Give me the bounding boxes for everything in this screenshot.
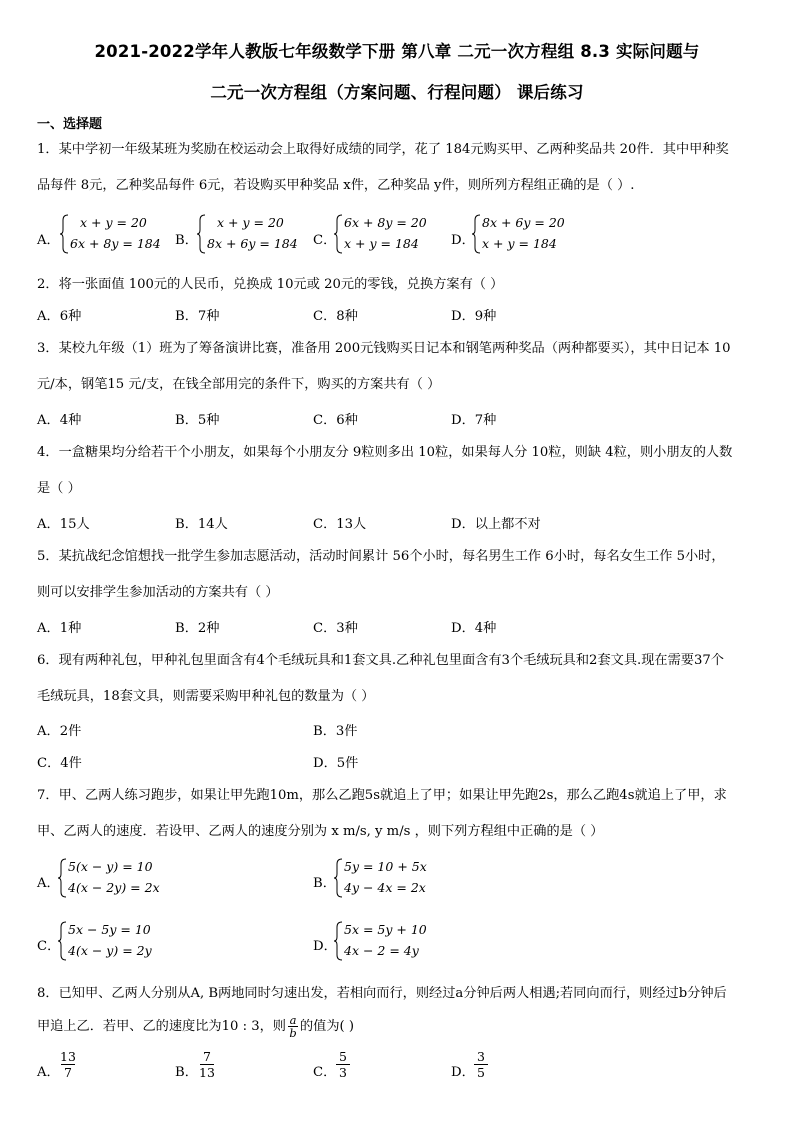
q5-text-line2: 则可以安排学生参加活动的方案共有（ ） — [37, 585, 279, 600]
q4-option-c[interactable]: C．13人 — [313, 517, 367, 532]
equation: x + y = 20 — [80, 215, 147, 230]
fraction-denominator: b — [289, 1026, 297, 1040]
option-label: B． — [175, 233, 198, 248]
brace-icon — [472, 214, 482, 254]
q7-d-system — [344, 919, 427, 961]
option-label: C． — [313, 1065, 337, 1080]
q3-option-c[interactable]: C．6种 — [313, 413, 358, 428]
fraction-denominator: 7 — [63, 1065, 72, 1080]
equation: 5y = 10 + 5x — [344, 859, 427, 874]
option-label: A． — [37, 233, 60, 248]
q8-text-line2 — [37, 1014, 354, 1039]
brace-icon — [58, 921, 68, 961]
q6-text-line1: 6．现有两种礼包，甲种礼包里面含有4个毛绒玩具和1套文具.乙种礼包里面含有3个毛绒玩具和2套文具.现在需要37个 — [37, 653, 724, 668]
equation: 6x + 8y = 20 — [344, 215, 427, 230]
q7-text-line2: 甲、乙两人的速度．若设甲、乙两人的速度分别为 x m/s, y m/s ，则下列方程组中正确的是（ ） — [37, 824, 604, 839]
page-title-line1: 2021-2022学年人教版七年级数学下册 第八章 二元一次方程组 8.3 实际问题与 — [94, 42, 700, 61]
q6-option-c[interactable]: C．4件 — [37, 756, 82, 771]
q4-text-line2: 是（ ） — [37, 481, 81, 496]
q5-text-line1: 5．某抗战纪念馆想找一批学生参加志愿活动，活动时间累计 56个小时，每名男生工作 6小时，每名女生工作 5小时， — [37, 549, 725, 564]
brace-icon — [197, 214, 207, 254]
fraction — [60, 1049, 76, 1080]
equation: 5x − 5y = 10 — [68, 922, 151, 937]
q6-text-line2: 毛绒玩具，18套文具，则需要采购甲种礼包的数量为（ ） — [37, 689, 375, 704]
q3-option-b[interactable]: B．5种 — [175, 413, 220, 428]
option-label: D． — [451, 233, 475, 248]
q7-text-line1: 7．甲、乙两人练习跑步，如果让甲先跑10m，那么乙跑5s就追上了甲；如果让甲先跑2s，那么乙跑4s就追上了甲，求 — [37, 788, 727, 803]
equation: 5x = 5y + 10 — [344, 922, 427, 937]
q1-d-system — [482, 212, 565, 254]
q7-c-system — [68, 919, 152, 961]
equation: 4(x − 2y) = 2x — [68, 880, 160, 895]
equation: x + y = 184 — [344, 236, 419, 251]
fraction-numerator: 13 — [60, 1049, 76, 1064]
brace-icon — [60, 214, 70, 254]
fraction-numerator: 7 — [202, 1049, 211, 1064]
fraction-denominator: 13 — [199, 1065, 215, 1080]
q2-option-c[interactable]: C．8种 — [313, 309, 358, 324]
q3-text-line2: 元/本，钢笔15 元/支，在钱全部用完的条件下，购买的方案共有（ ） — [37, 377, 441, 392]
q8-line2-post: 的值为( ) — [300, 1019, 355, 1034]
q2-option-d[interactable]: D．9种 — [451, 309, 497, 324]
q2-option-a[interactable]: A．6种 — [37, 309, 82, 324]
q4-option-b[interactable]: B．14人 — [175, 517, 228, 532]
option-label: C． — [313, 233, 337, 248]
q1-text-line2: 品每件 8元，乙种奖品每件 6元，若设购买甲种奖品 x件，乙种奖品 y件，则所列方程组正确的是（ ）. — [37, 178, 635, 193]
q6-option-d[interactable]: D．5件 — [313, 756, 359, 771]
q3-option-d[interactable]: D．7种 — [451, 413, 497, 428]
q8-line2-pre: 甲追上乙．若甲、乙的速度比为10 : 3，则 — [37, 1019, 286, 1034]
q6-option-a[interactable]: A．2件 — [37, 724, 82, 739]
equation: 8x + 6y = 184 — [207, 236, 298, 251]
equation: x + y = 184 — [482, 236, 557, 251]
equation: x + y = 20 — [217, 215, 284, 230]
option-label: A． — [37, 876, 60, 891]
option-label: B． — [175, 1065, 198, 1080]
section-heading: 一、选择题 — [37, 117, 103, 132]
brace-icon — [58, 858, 68, 898]
fraction — [336, 1049, 350, 1080]
fraction-a-over-b — [288, 1014, 298, 1039]
fraction-numerator: 5 — [339, 1049, 347, 1064]
option-label: A． — [37, 1065, 60, 1080]
fraction — [474, 1049, 488, 1080]
q5-option-b[interactable]: B．2种 — [175, 621, 220, 636]
q3-text-line1: 3．某校九年级（1）班为了筹备演讲比赛，准备用 200元钱购买日记本和钢笔两种奖品（两种都要买），其中日记本 10 — [37, 341, 731, 356]
q2-text: 2．将一张面值 100元的人民币，兑换成 10元或 20元的零钱，兑换方案有（ ） — [37, 277, 504, 292]
option-label: D． — [313, 939, 337, 954]
fraction-numerator: a — [289, 1013, 297, 1027]
q1-text-line1: 1．某中学初一年级某班为奖励在校运动会上取得好成绩的同学，花了 184元购买甲、乙两种奖品共 20件．其中甲种奖 — [37, 142, 729, 157]
equation: 4y − 4x = 2x — [344, 880, 426, 895]
q2-option-b[interactable]: B．7种 — [175, 309, 220, 324]
brace-icon — [334, 921, 344, 961]
fraction-denominator: 5 — [477, 1065, 485, 1080]
q7-a-system — [68, 856, 160, 898]
equation: 6x + 8y = 184 — [70, 236, 161, 251]
option-label: D． — [451, 1065, 475, 1080]
equation: 5(x − y) = 10 — [68, 859, 153, 874]
option-label: C． — [37, 939, 61, 954]
brace-icon — [334, 858, 344, 898]
q5-option-d[interactable]: D．4种 — [451, 621, 497, 636]
q6-option-b[interactable]: B．3件 — [313, 724, 358, 739]
q1-b-system — [207, 212, 298, 254]
q3-option-a[interactable]: A．4种 — [37, 413, 82, 428]
q5-option-a[interactable]: A．1种 — [37, 621, 82, 636]
equation: 4x − 2 = 4y — [344, 943, 419, 958]
q4-option-a[interactable]: A．15人 — [37, 517, 90, 532]
fraction-numerator: 3 — [477, 1049, 485, 1064]
q4-text-line1: 4．一盒糖果均分给若干个小朋友，如果每个小朋友分 9粒则多出 10粒，如果每人分 10粒，则缺 4粒，则小朋友的人数 — [37, 445, 733, 460]
q1-c-system — [344, 212, 427, 254]
brace-icon — [334, 214, 344, 254]
equation: 4(x − y) = 2y — [68, 943, 152, 958]
fraction — [199, 1049, 215, 1080]
q7-b-system — [344, 856, 427, 898]
q8-text-line1: 8．已知甲、乙两人分别从A, B两地同时匀速出发，若相向而行，则经过a分钟后两人相遇;若同向而行，则经过b分钟后 — [37, 986, 727, 1001]
q1-a-system — [70, 212, 161, 254]
q5-option-c[interactable]: C．3种 — [313, 621, 358, 636]
page-title-line2: 二元一次方程组（方案问题、行程问题） 课后练习 — [210, 83, 584, 102]
equation: 8x + 6y = 20 — [482, 215, 565, 230]
option-label: B． — [313, 876, 336, 891]
q4-option-d[interactable]: D．以上都不对 — [451, 517, 541, 532]
fraction-denominator: 3 — [339, 1065, 347, 1080]
